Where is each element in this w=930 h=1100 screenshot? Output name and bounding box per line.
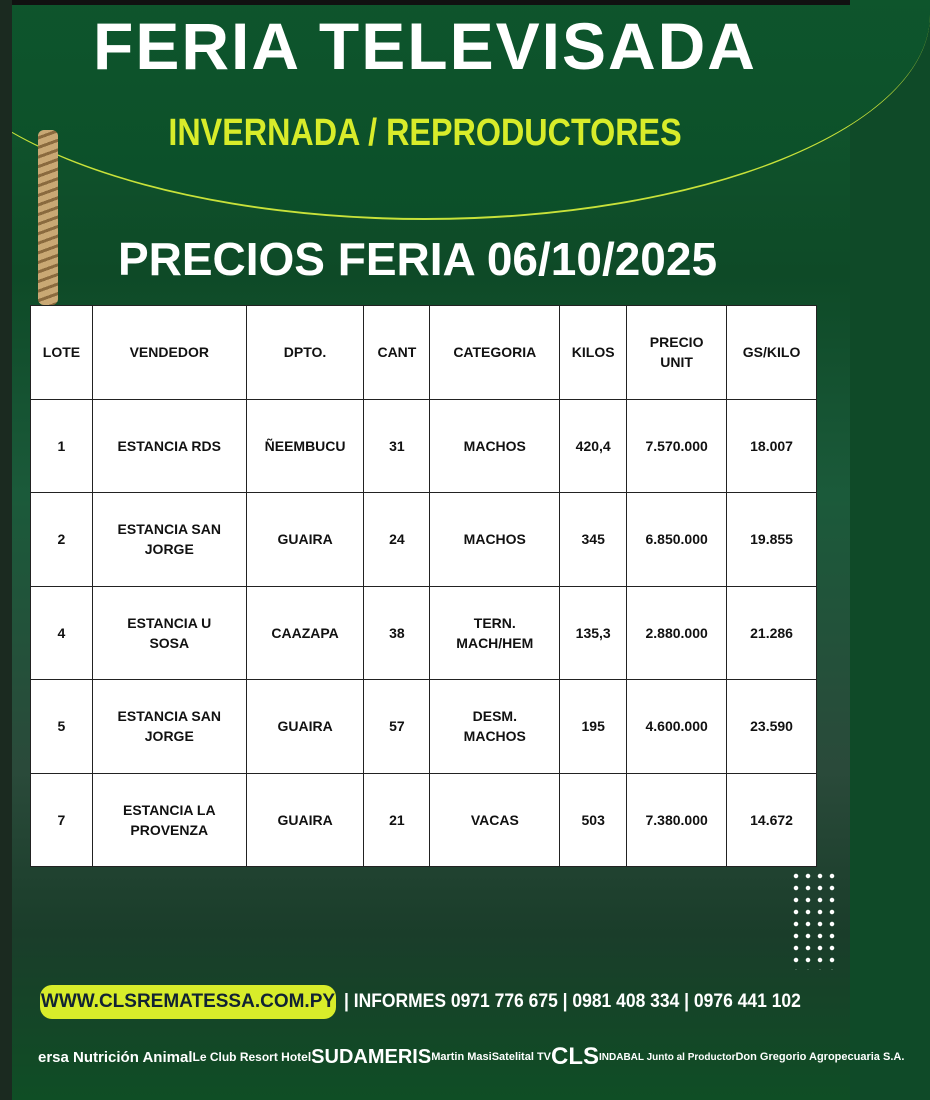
table-cell: 38: [364, 586, 430, 680]
subtitle: INVERNADA / REPRODUCTORES: [168, 112, 682, 154]
sponsor-logo: Le Club Resort Hotel: [192, 1050, 312, 1064]
table-cell: 5: [31, 680, 93, 774]
header-cell: CATEGORIA: [430, 306, 560, 400]
table-row: [31, 773, 817, 867]
header-cell: VENDEDOR: [92, 306, 246, 400]
contact-info: | INFORMES 0971 776 675 | 0981 408 334 | 0976 441 102: [344, 991, 801, 1012]
table-cell: 23.590: [727, 680, 817, 774]
header-cell: LOTE: [31, 306, 93, 400]
table-cell: 24: [364, 493, 430, 587]
table-cell: MACHOS: [430, 399, 560, 493]
table-cell: 21: [364, 773, 430, 867]
sponsor-logo: CLS: [551, 1043, 599, 1070]
left-border: [0, 0, 12, 1100]
table-cell: ESTANCIA SAN JORGE: [92, 493, 246, 587]
table-cell: 7.380.000: [627, 773, 727, 867]
sponsor-logo: Martin Masi: [431, 1051, 492, 1063]
sponsor-logo: Satelital TV: [491, 1051, 551, 1063]
table-cell: 345: [560, 493, 627, 587]
table-cell: 195: [560, 680, 627, 774]
table-cell: 2.880.000: [627, 586, 727, 680]
table-cell: 18.007: [727, 399, 817, 493]
table-cell: 1: [31, 399, 93, 493]
table-cell: ESTANCIA RDS: [92, 399, 246, 493]
header-cell: CANT: [364, 306, 430, 400]
top-border: [0, 0, 850, 5]
sponsor-logo: INDABAL Junto al Productor: [599, 1051, 736, 1063]
sponsor-logo: Don Gregorio Agropecuaria S.A.: [735, 1051, 905, 1063]
table-row: [31, 680, 817, 774]
table-cell: GUAIRA: [246, 773, 364, 867]
prices-table: [30, 305, 817, 867]
table-cell: ÑEEMBUCU: [246, 399, 364, 493]
table-cell: 503: [560, 773, 627, 867]
table-cell: DESM. MACHOS: [430, 680, 560, 774]
table-cell: 4.600.000: [627, 680, 727, 774]
table-cell: 21.286: [727, 586, 817, 680]
table-row: [31, 399, 817, 493]
table-cell: 420,4: [560, 399, 627, 493]
sponsor-logo: ersa Nutrición Animal: [38, 1048, 193, 1066]
table-cell: 6.850.000: [627, 493, 727, 587]
table-cell: MACHOS: [430, 493, 560, 587]
header-cell: DPTO.: [246, 306, 364, 400]
table-cell: 7: [31, 773, 93, 867]
table-cell: 57: [364, 680, 430, 774]
sponsor-logo: SUDAMERIS: [311, 1045, 432, 1068]
website-link[interactable]: WWW.CLSREMATESSA.COM.PY: [40, 985, 336, 1019]
table-cell: 4: [31, 586, 93, 680]
table-header-row: [31, 306, 817, 400]
table-cell: GUAIRA: [246, 493, 364, 587]
table-cell: ESTANCIA SAN JORGE: [92, 680, 246, 774]
dots-decoration: [790, 870, 840, 970]
table-cell: 31: [364, 399, 430, 493]
table-cell: 7.570.000: [627, 399, 727, 493]
table-cell: 14.672: [727, 773, 817, 867]
table-cell: ESTANCIA LA PROVENZA: [92, 773, 246, 867]
table-cell: ESTANCIA U SOSA: [92, 586, 246, 680]
header-cell: KILOS: [560, 306, 627, 400]
table-cell: GUAIRA: [246, 680, 364, 774]
table-row: [31, 493, 817, 587]
table-cell: 135,3: [560, 586, 627, 680]
table-row: [31, 586, 817, 680]
header-cell: GS/KILO: [727, 306, 817, 400]
table-cell: TERN. MACH/HEM: [430, 586, 560, 680]
page-title: FERIA TELEVISADA: [93, 9, 757, 83]
table-cell: VACAS: [430, 773, 560, 867]
table-cell: 2: [31, 493, 93, 587]
date-heading: PRECIOS FERIA 06/10/2025: [117, 233, 718, 285]
table-cell: CAAZAPA: [246, 586, 364, 680]
table-cell: 19.855: [727, 493, 817, 587]
sponsor-logos: [38, 1035, 905, 1079]
header-cell: PRECIO UNIT: [627, 306, 727, 400]
